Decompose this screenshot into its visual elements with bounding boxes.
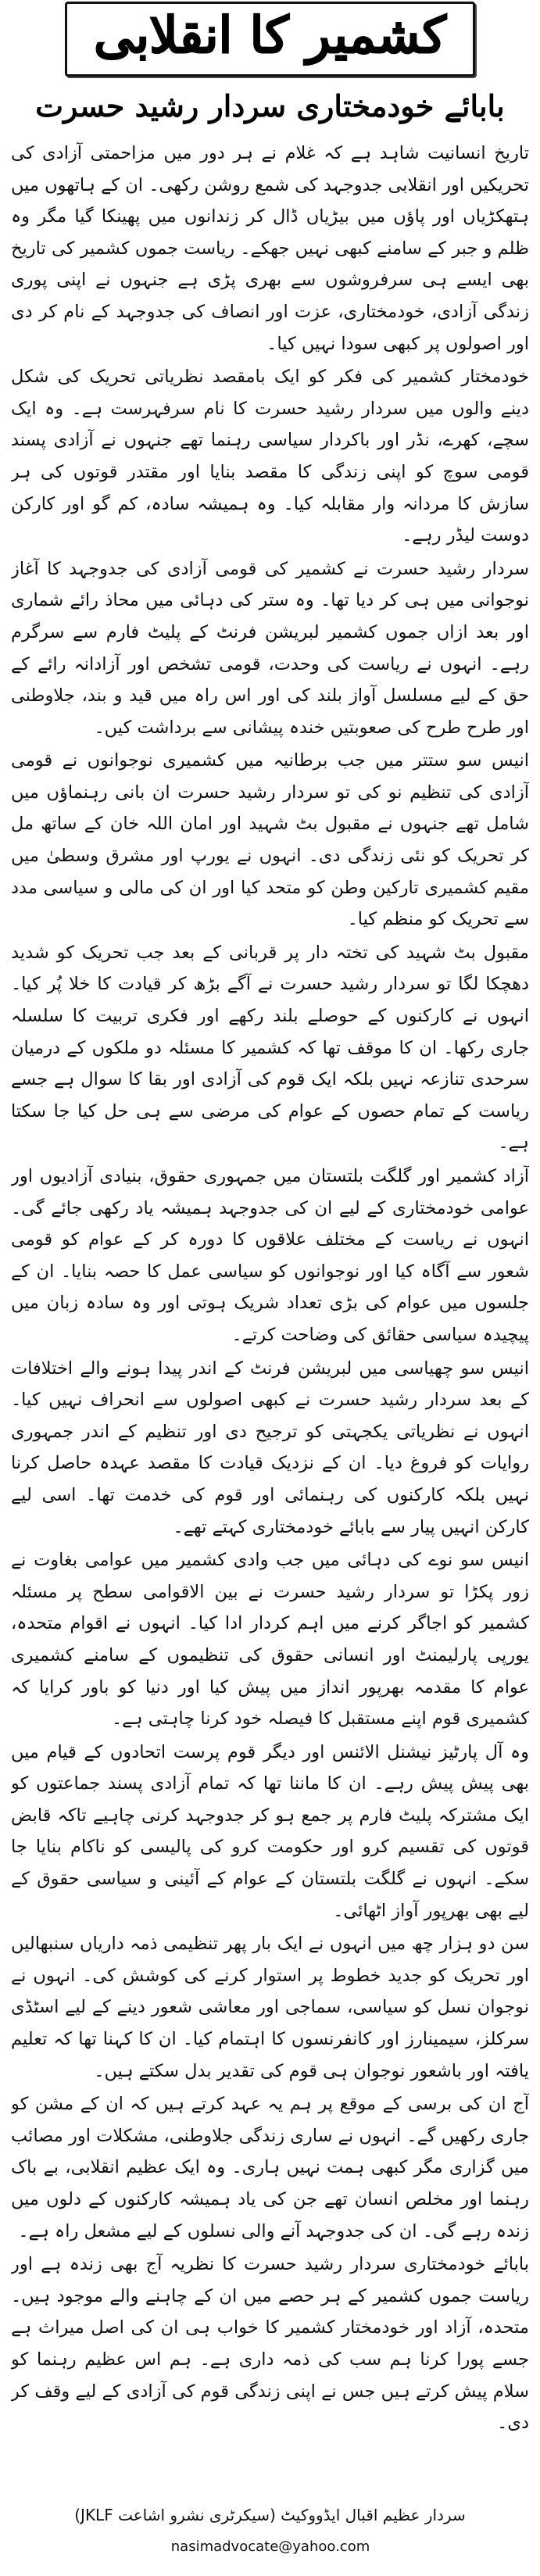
article-paragraph: سن دو ہزار چھ میں انہوں نے ایک بار پھر تنظیمی ذمہ داریاں سنبھالیں اور تحریک کو جدید خطوط پر استوار کرنے کی کوشش کی۔ انہوں نے نوجوان نسل کو سیاسی، سماجی اور معاشی شعور دینے کے لیے اسٹڈی سرکلز، سیمینارز اور کانفرنسوں کا اہتمام کیا۔ ان کا کہنا تھا کہ تعلیم یافتہ اور باشعور نوجوان ہی قوم کی تقدیر بدل سکتے ہیں۔ (11, 1934, 529, 2081)
article-paragraph: خودمختار کشمیر کی فکر کو ایک بامقصد نظریاتی تحریک کی شکل دینے والوں میں سردار رشید حسرت کا نام سرفہرست ہے۔ وہ ایک سچے، کھرے، نڈر اور باکردار سیاسی رہنما تھے جنہوں نے آزادی پسند قومی سوچ کو اپنی زندگی کا مقصد بنایا اور مقتدر قوتوں کی ہر سازش کا مردانہ وار مقابلہ کیا۔ وہ ہمیشہ سادہ، کم گو اور کارکن دوست لیڈر رہے۔ (11, 367, 529, 546)
subhead-block (31, 84, 509, 128)
article-paragraph: بابائے خودمختاری سردار رشید حسرت کا نظریہ آج بھی زندہ ہے اور ریاست جموں کشمیر کے ہر حصے میں ان کے چاہنے والے موجود ہیں۔ متحدہ، آزاد اور خودمختار کشمیر کا خواب ہی ان کی اصل میراث ہے جسے پورا کرنا ہم سب کی ذمہ داری ہے۔ ہم اس عظیم رہنما کو سلام پیش کرتے ہیں جس نے اپنی زندگی قوم کی آزادی کے لیے وقف کر دی۔ (11, 2254, 529, 2434)
article-paragraph: مقبول بٹ شہید کی تختہ دار پر قربانی کے بعد جب تحریک کو شدید دھچکا لگا تو سردار رشید حسرت نے آگے بڑھ کر قیادت کا خلا پُر کیا۔ انہوں نے کارکنوں کے حوصلے بلند رکھے اور فکری تربیت کا سلسلہ جاری رکھا۔ ان کا موقف تھا کہ کشمیر کا مسئلہ دو ملکوں کے درمیان سرحدی تنازعہ نہیں بلکہ ایک قوم کی آزادی اور بقا کا سوال ہے جسے ریاست کے تمام حصوں کے عوام کی مرضی سے ہی حل کیا جا سکتا ہے۔ (11, 942, 529, 1154)
article-paragraph: انیس سو ستتر میں جب برطانیہ میں کشمیری نوجوانوں نے قومی آزادی کی تنظیم نو کی تو سردار رشید حسرت ان بانی رہنماؤں میں شامل تھے جنہوں نے مقبول بٹ شہید اور امان اللہ خان کے ساتھ مل کر تحریک کو نئی زندگی دی۔ انہوں نے یورپ اور مشرق وسطیٰ میں مقیم کشمیری تارکین وطن کو متحد کیا اور ان کی مالی و سیاسی مدد سے تحریک کو منظم کیا۔ (11, 750, 529, 930)
article-paragraph: انیس سو نوے کی دہائی میں جب وادی کشمیر میں عوامی بغاوت نے زور پکڑا تو سردار رشید حسرت نے بین الاقوامی سطح پر مسئلہ کشمیر کو اجاگر کرنے میں اہم کردار ادا کیا۔ انہوں نے اقوام متحدہ، یورپی پارلیمنٹ اور انسانی حقوق کی تنظیموں کے سامنے کشمیری عوام کا مقدمہ بھرپور انداز میں پیش کیا اور دنیا کو باور کرایا کہ کشمیری قوم اپنے مستقبل کا فیصلہ خود کرنا چاہتی ہے۔ (11, 1550, 529, 1730)
subhead: بابائے خودمختاری سردار رشید حسرت (35, 88, 505, 123)
author-email[interactable]: nasimadvocate@yahoo.com (170, 2538, 370, 2555)
headline: کشمیر کا انقلابی (93, 6, 447, 65)
article-paragraph: آزاد کشمیر اور گلگت بلتستان میں جمہوری حقوق، بنیادی آزادیوں اور عوامی خودمختاری کے لیے ان کی جدوجہد ہمیشہ یاد رکھی جائے گی۔ انہوں نے ریاست کے مختلف علاقوں کا دورہ کر کے عوام کو قومی شعور سے آگاہ کیا اور نوجوانوں کو سیاسی عمل کا حصہ بنایا۔ ان کے جلسوں میں عوام کی بڑی تعداد شریک ہوتی اور وہ سادہ زبان میں پیچیدہ سیاسی حقائق کی وضاحت کرتے۔ (11, 1166, 529, 1345)
article-paragraph: انیس سو چھیاسی میں لبریشن فرنٹ کے اندر پیدا ہونے والے اختلافات کے بعد سردار رشید حسرت نے کبھی اصولوں سے انحراف نہیں کیا۔ انہوں نے نظریاتی یکجہتی کو ترجیح دی اور تنظیم کے اندر جمہوری روایات کو فروغ دیا۔ ان کے نزدیک قیادت کا مقصد عہدہ حاصل کرنا نہیں بلکہ کارکنوں کی رہنمائی اور قوم کی خدمت تھا۔ اسی لیے کارکن انہیں پیار سے بابائے خودمختاری کہتے تھے۔ (11, 1358, 529, 1537)
article-paragraph: آج ان کی برسی کے موقع پر ہم یہ عہد کرتے ہیں کہ ان کے مشن کو جاری رکھیں گے۔ انہوں نے ساری زندگی جلاوطنی، مشکلات اور مصائب میں گزاری مگر کبھی ہمت نہیں ہاری۔ وہ ایک عظیم انقلابی، بے باک رہنما اور مخلص انسان تھے جن کی یاد ہمیشہ کارکنوں کے دلوں میں زندہ رہے گی۔ ان کی جدوجہد آنے والی نسلوں کے لیے مشعل راہ ہے۔ (11, 2094, 529, 2241)
headline-frame (65, 2, 475, 77)
headline-block (94, 0, 446, 78)
article-paragraph: سردار رشید حسرت نے کشمیر کی قومی آزادی کی جدوجہد کا آغاز نوجوانی میں ہی کر دیا تھا۔ وہ ستر کی دہائی میں محاذ رائے شماری اور بعد ازاں جموں کشمیر لبریشن فرنٹ کے پلیٹ فارم سے سرگرم رہے۔ انہوں نے ریاست کی وحدت، قومی تشخص اور آزادانہ رائے کے حق کے لیے مسلسل آواز بلند کی اور اس راہ میں قید و بند، جلاوطنی اور طرح طرح کی صعوبتیں خندہ پیشانی سے برداشت کیں۔ (11, 558, 529, 738)
article-paragraph: تاریخ انسانیت شاہد ہے کہ غلام نے ہر دور میں مزاحمتی آزادی کی تحریکیں اور انقلابی جدوجہد کی شمع روشن رکھی۔ ان کے ہاتھوں میں ہتھکڑیاں اور پاؤں میں بیڑیاں ڈال کر زندانوں میں پھینکا گیا مگر وہ ظلم و جبر کے سامنے کبھی نہیں جھکے۔ ریاست جموں کشمیر کی تاریخ بھی ایسے ہی سرفروشوں سے بھری پڑی ہے جنہوں نے اپنی پوری زندگی آزادی، خودمختاری، عزت اور انصاف کی جدوجہد کے نام کر دی اور اصولوں پر کبھی سودا نہیں کیا۔ (11, 143, 529, 354)
author-signature: سردار عظیم اقبال ایڈووکیٹ (سیکرٹری نشرو اشاعت JKLF) (74, 2506, 466, 2524)
article-body (11, 138, 529, 2490)
article-paragraph: وہ آل پارٹیز نیشنل الائنس اور دیگر قوم پرست اتحادوں کے قیام میں بھی پیش پیش رہے۔ ان کا ماننا تھا کہ تمام آزادی پسند جماعتوں کو ایک مشترکہ پلیٹ فارم پر جمع ہو کر جدوجہد کرنی چاہیے تاکہ قابض قوتوں کی تقسیم کرو اور حکومت کرو کی پالیسی کو ناکام بنایا جا سکے۔ انہوں نے گلگت بلتستان کے عوام کے آئینی و سیاسی حقوق کے لیے بھی بھرپور آواز اٹھائی۔ (11, 1741, 529, 1921)
